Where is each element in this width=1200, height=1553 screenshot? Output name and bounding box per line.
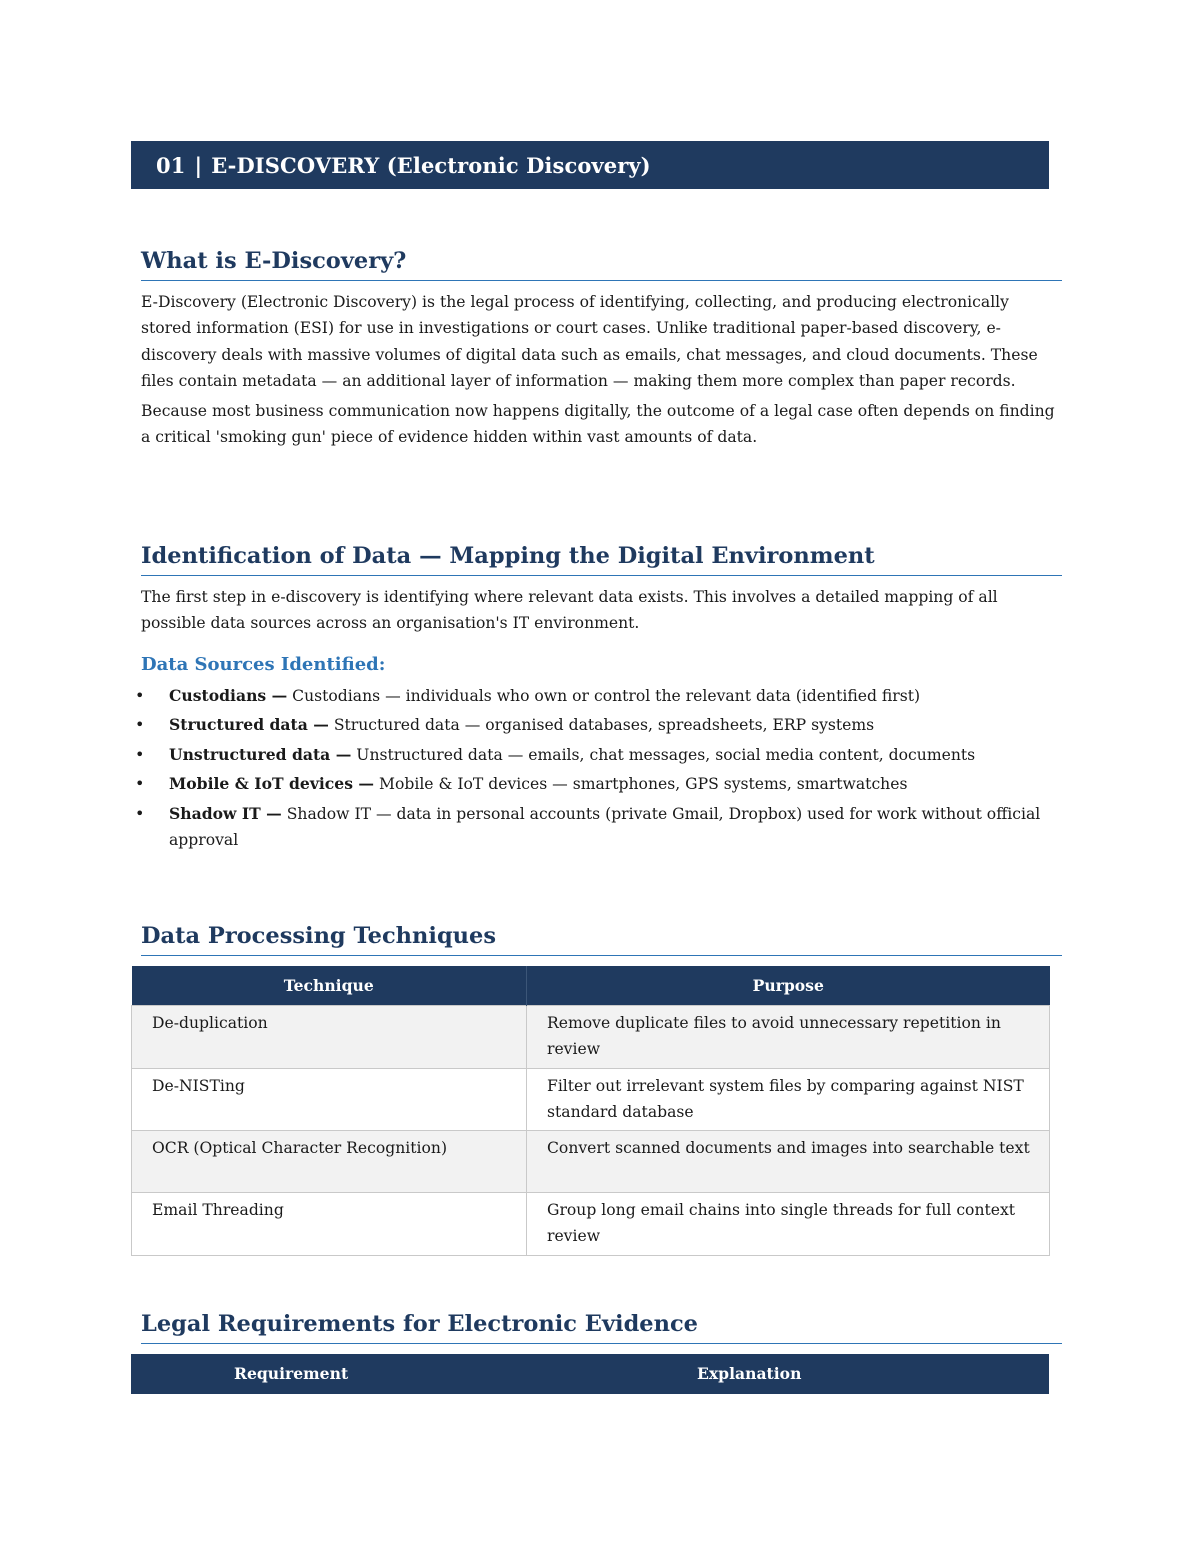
bullet-dot: • xyxy=(135,685,145,705)
bullet-text: Shadow IT — data in personal accounts (private Gmail, Dropbox) used for work without official approval xyxy=(169,804,1041,850)
cell-technique: De-duplication xyxy=(132,1006,527,1069)
section-legal xyxy=(141,1308,1062,1344)
bullet-term: Custodians — xyxy=(169,685,288,705)
cell-technique: Email Threading xyxy=(132,1193,527,1256)
processing-table xyxy=(131,966,1050,1256)
chapter-banner xyxy=(131,141,1049,189)
column-header-purpose: Purpose xyxy=(527,966,1050,1006)
bullet-dot: • xyxy=(135,744,145,764)
section-heading: Data Processing Techniques xyxy=(141,920,1062,956)
paragraph: Because most business communication now happens digitally, the outcome of a legal case often depends on finding a critical 'smoking gun' piece of evidence hidden within vast amounts of data. xyxy=(141,402,1055,447)
column-header-technique: Technique xyxy=(132,966,527,1006)
bullet-term: Structured data — xyxy=(169,715,329,735)
list-item xyxy=(135,712,1062,738)
column-header-explanation: Explanation xyxy=(697,1364,802,1383)
bullet-dot: • xyxy=(135,715,145,735)
section-identification xyxy=(135,540,1062,857)
list-item xyxy=(135,801,1062,854)
bullet-text: Mobile & IoT devices — smartphones, GPS systems, smartwatches xyxy=(379,775,908,794)
list-item xyxy=(135,742,1062,768)
bullet-dot: • xyxy=(135,774,145,794)
cell-purpose: Group long email chains into single threads for full context review xyxy=(527,1193,1050,1256)
cell-technique: De-NISTing xyxy=(132,1068,527,1131)
subheading-data-sources: Data Sources Identified: xyxy=(141,653,386,675)
section-heading: What is E-Discovery? xyxy=(141,245,1062,281)
cell-purpose: Filter out irrelevant system files by comparing against NIST standard database xyxy=(527,1068,1050,1131)
table-row xyxy=(132,1068,1050,1131)
table-row xyxy=(132,1131,1050,1193)
cell-purpose: Remove duplicate files to avoid unnecessary repetition in review xyxy=(527,1006,1050,1069)
bullet-term: Unstructured data — xyxy=(169,744,352,764)
section-what-is xyxy=(141,245,1062,451)
table-header-row xyxy=(132,966,1050,1006)
table-row xyxy=(132,1193,1050,1256)
legal-table-header xyxy=(131,1354,1049,1394)
table-row xyxy=(132,1006,1050,1069)
cell-purpose: Convert scanned documents and images into searchable text xyxy=(527,1131,1050,1193)
bullet-text: Unstructured data — emails, chat messages, social media content, documents xyxy=(356,745,976,764)
chapter-number: 01 xyxy=(156,152,186,178)
data-sources-list xyxy=(135,683,1062,854)
bullet-text: Custodians — individuals who own or control the relevant data (identified first) xyxy=(292,686,921,705)
chapter-separator: | xyxy=(194,152,203,178)
section-heading: Legal Requirements for Electronic Evidence xyxy=(141,1308,1062,1344)
bullet-term: Shadow IT — xyxy=(169,803,282,823)
list-item xyxy=(135,771,1062,797)
section-processing xyxy=(141,920,1062,956)
bullet-text: Structured data — organised databases, spreadsheets, ERP systems xyxy=(333,716,875,735)
list-item xyxy=(135,683,1062,709)
cell-technique: OCR (Optical Character Recognition) xyxy=(132,1131,527,1193)
bullet-dot: • xyxy=(135,803,145,823)
paragraph: The first step in e-discovery is identifying where relevant data exists. This involves a detailed mapping of all possible data sources across an organisation's IT environment. xyxy=(141,588,998,633)
column-header-requirement: Requirement xyxy=(234,1364,349,1383)
bullet-term: Mobile & IoT devices — xyxy=(169,774,375,794)
section-heading: Identification of Data — Mapping the Digital Environment xyxy=(141,540,1062,576)
chapter-title: E-DISCOVERY (Electronic Discovery) xyxy=(211,152,651,178)
paragraph: E-Discovery (Electronic Discovery) is the legal process of identifying, collecting, and producing electronically stored information (ESI) for use in investigations or court cases. Unlike traditional paper-based discovery, e-discovery deals with massive volumes of digital data such as emails, chat messages, and cloud documents. These files contain metadata — an additional layer of information — making them more complex than paper records. xyxy=(141,293,1038,390)
